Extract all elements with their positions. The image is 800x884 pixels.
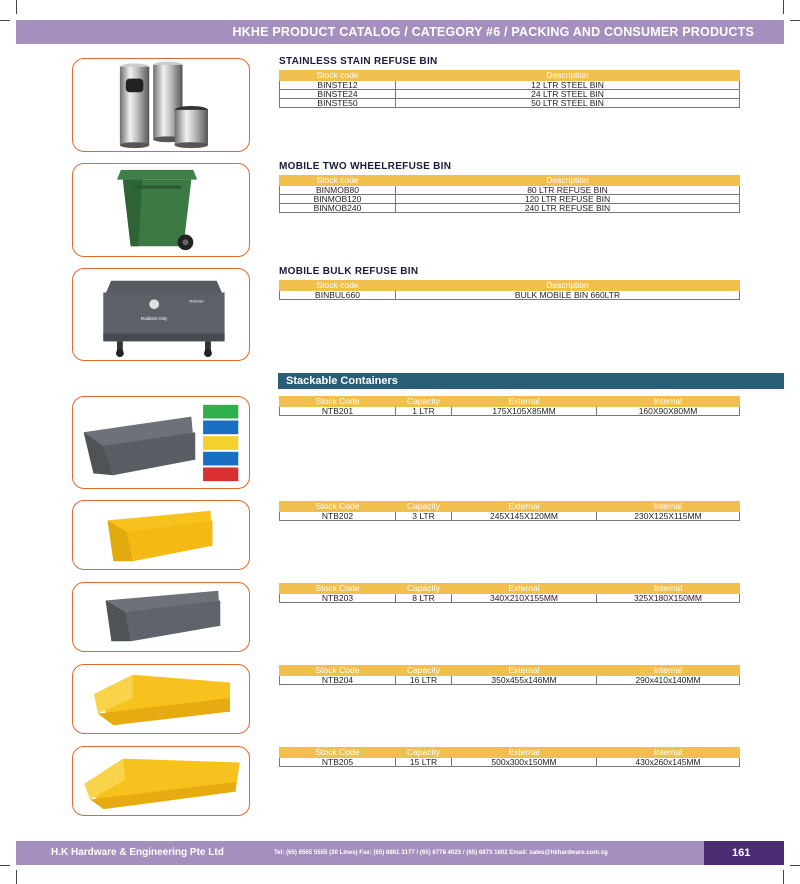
table-row [280,512,740,521]
stock-code-cell: NTB201 [280,407,396,416]
column-header: Stock Code [280,584,396,594]
external-cell: 350x455x146MM [452,676,597,685]
column-header: Description [396,176,740,186]
column-header: External [452,748,597,758]
column-header: Stock Code [280,666,396,676]
crop-mark [790,20,800,21]
stock-code-cell: BINMOB120 [280,195,396,204]
table-row [280,407,740,416]
mobile-bin-table [279,175,740,213]
stackable-table-ntb202 [279,501,740,521]
crop-mark [0,20,10,21]
column-header: External [452,666,597,676]
stackable-table-ntb204 [279,665,740,685]
section-title-mobile-bulk: MOBILE BULK REFUSE BIN [279,266,419,277]
stock-code-cell: BINMOB240 [280,204,396,213]
stackable-bin-ntb201-image [72,396,250,489]
table-row [280,676,740,685]
column-header: Stock code [280,281,396,291]
stainless-bin-image [72,58,250,152]
description-cell: 240 LTR REFUSE BIN [396,204,740,213]
internal-cell: 230X125X115MM [597,512,740,521]
internal-cell: 430x260x145MM [597,758,740,767]
column-header: Capacity [396,397,452,407]
capacity-cell: 15 LTR [396,758,452,767]
column-header: External [452,502,597,512]
stackable-table-ntb205 [279,747,740,767]
internal-cell: 290x410x140MM [597,676,740,685]
capacity-cell: 3 LTR [396,512,452,521]
table-row [280,594,740,603]
stackable-table-ntb203 [279,583,740,603]
crop-mark [783,870,784,884]
external-cell: 245X145X120MM [452,512,597,521]
column-header: Capacity [396,502,452,512]
stackable-bin-ntb203-image [72,582,250,652]
crop-mark [0,865,10,866]
column-header: External [452,584,597,594]
stock-code-cell: BINSTE50 [280,99,396,108]
external-cell: 340X210X155MM [452,594,597,603]
external-cell: 500x300x150MM [452,758,597,767]
column-header: Capacity [396,666,452,676]
table-row [280,99,740,108]
stackable-containers-banner: Stackable Containers [278,373,784,389]
crop-mark [16,870,17,884]
catalog-header: HKHE PRODUCT CATALOG / CATEGORY #6 / PACKING AND CONSUMER PRODUCTS [16,20,784,44]
section-title-mobile-two-wheel: MOBILE TWO WHEELREFUSE BIN [279,161,452,172]
column-header: Stock code [280,71,396,81]
stock-code-cell: BINBUL660 [280,291,396,300]
company-name: H.K Hardware & Engineering Pte Ltd [51,847,224,858]
crop-mark [783,0,784,14]
column-header: Stock Code [280,748,396,758]
internal-cell: 160X90X80MM [597,407,740,416]
bulk-bin-image [72,268,250,361]
stock-code-cell: BINMOB80 [280,186,396,195]
column-header: Capacity [396,748,452,758]
description-cell: 80 LTR REFUSE BIN [396,186,740,195]
column-header: Internal [597,584,740,594]
column-header: External [452,397,597,407]
description-cell: BULK MOBILE BIN 660LTR [396,291,740,300]
external-cell: 175X105X85MM [452,407,597,416]
column-header: Internal [597,502,740,512]
capacity-cell: 16 LTR [396,676,452,685]
stackable-bin-ntb202-image [72,500,250,570]
stackable-bin-ntb205-image [72,746,250,816]
description-cell: 24 LTR STEEL BIN [396,90,740,99]
description-cell: 50 LTR STEEL BIN [396,99,740,108]
crop-mark [16,0,17,14]
column-header: Description [396,281,740,291]
column-header: Stock Code [280,397,396,407]
bulk-bin-table [279,280,740,300]
capacity-cell: 1 LTR [396,407,452,416]
column-header: Stock Code [280,502,396,512]
column-header: Description [396,71,740,81]
description-cell: 120 LTR REFUSE BIN [396,195,740,204]
description-cell: 12 LTR STEEL BIN [396,81,740,90]
column-header: Stock code [280,176,396,186]
crop-mark [790,865,800,866]
stock-code-cell: NTB202 [280,512,396,521]
internal-cell: 325X180X150MM [597,594,740,603]
stock-code-cell: BINSTE24 [280,90,396,99]
stackable-bin-ntb204-image [72,664,250,734]
page-number: 161 [704,841,784,865]
table-row [280,291,740,300]
stock-code-cell: NTB204 [280,676,396,685]
table-row [280,204,740,213]
stock-code-cell: NTB205 [280,758,396,767]
contact-details: Tel: (65) 6565 5555 (30 Lines) Fax: (65) 6861 3177 / (65) 6778 4025 / (65) 6873 1602 Email: sales@hkhardware.com.sg [274,849,608,856]
column-header: Capacity [396,584,452,594]
bin-brand-label: Rubbish [189,298,204,304]
section-title-stainless: STAINLESS STAIN REFUSE BIN [279,56,438,67]
catalog-footer [16,841,784,865]
stackable-table-ntb201 [279,396,740,416]
column-header: Internal [597,397,740,407]
wheelie-bin-image [72,163,250,257]
column-header: Internal [597,748,740,758]
stock-code-cell: BINSTE12 [280,81,396,90]
column-header: Internal [597,666,740,676]
bin-label-text: Rubbish Only [140,315,168,321]
stainless-bin-table [279,70,740,108]
table-row [280,758,740,767]
capacity-cell: 8 LTR [396,594,452,603]
stock-code-cell: NTB203 [280,594,396,603]
